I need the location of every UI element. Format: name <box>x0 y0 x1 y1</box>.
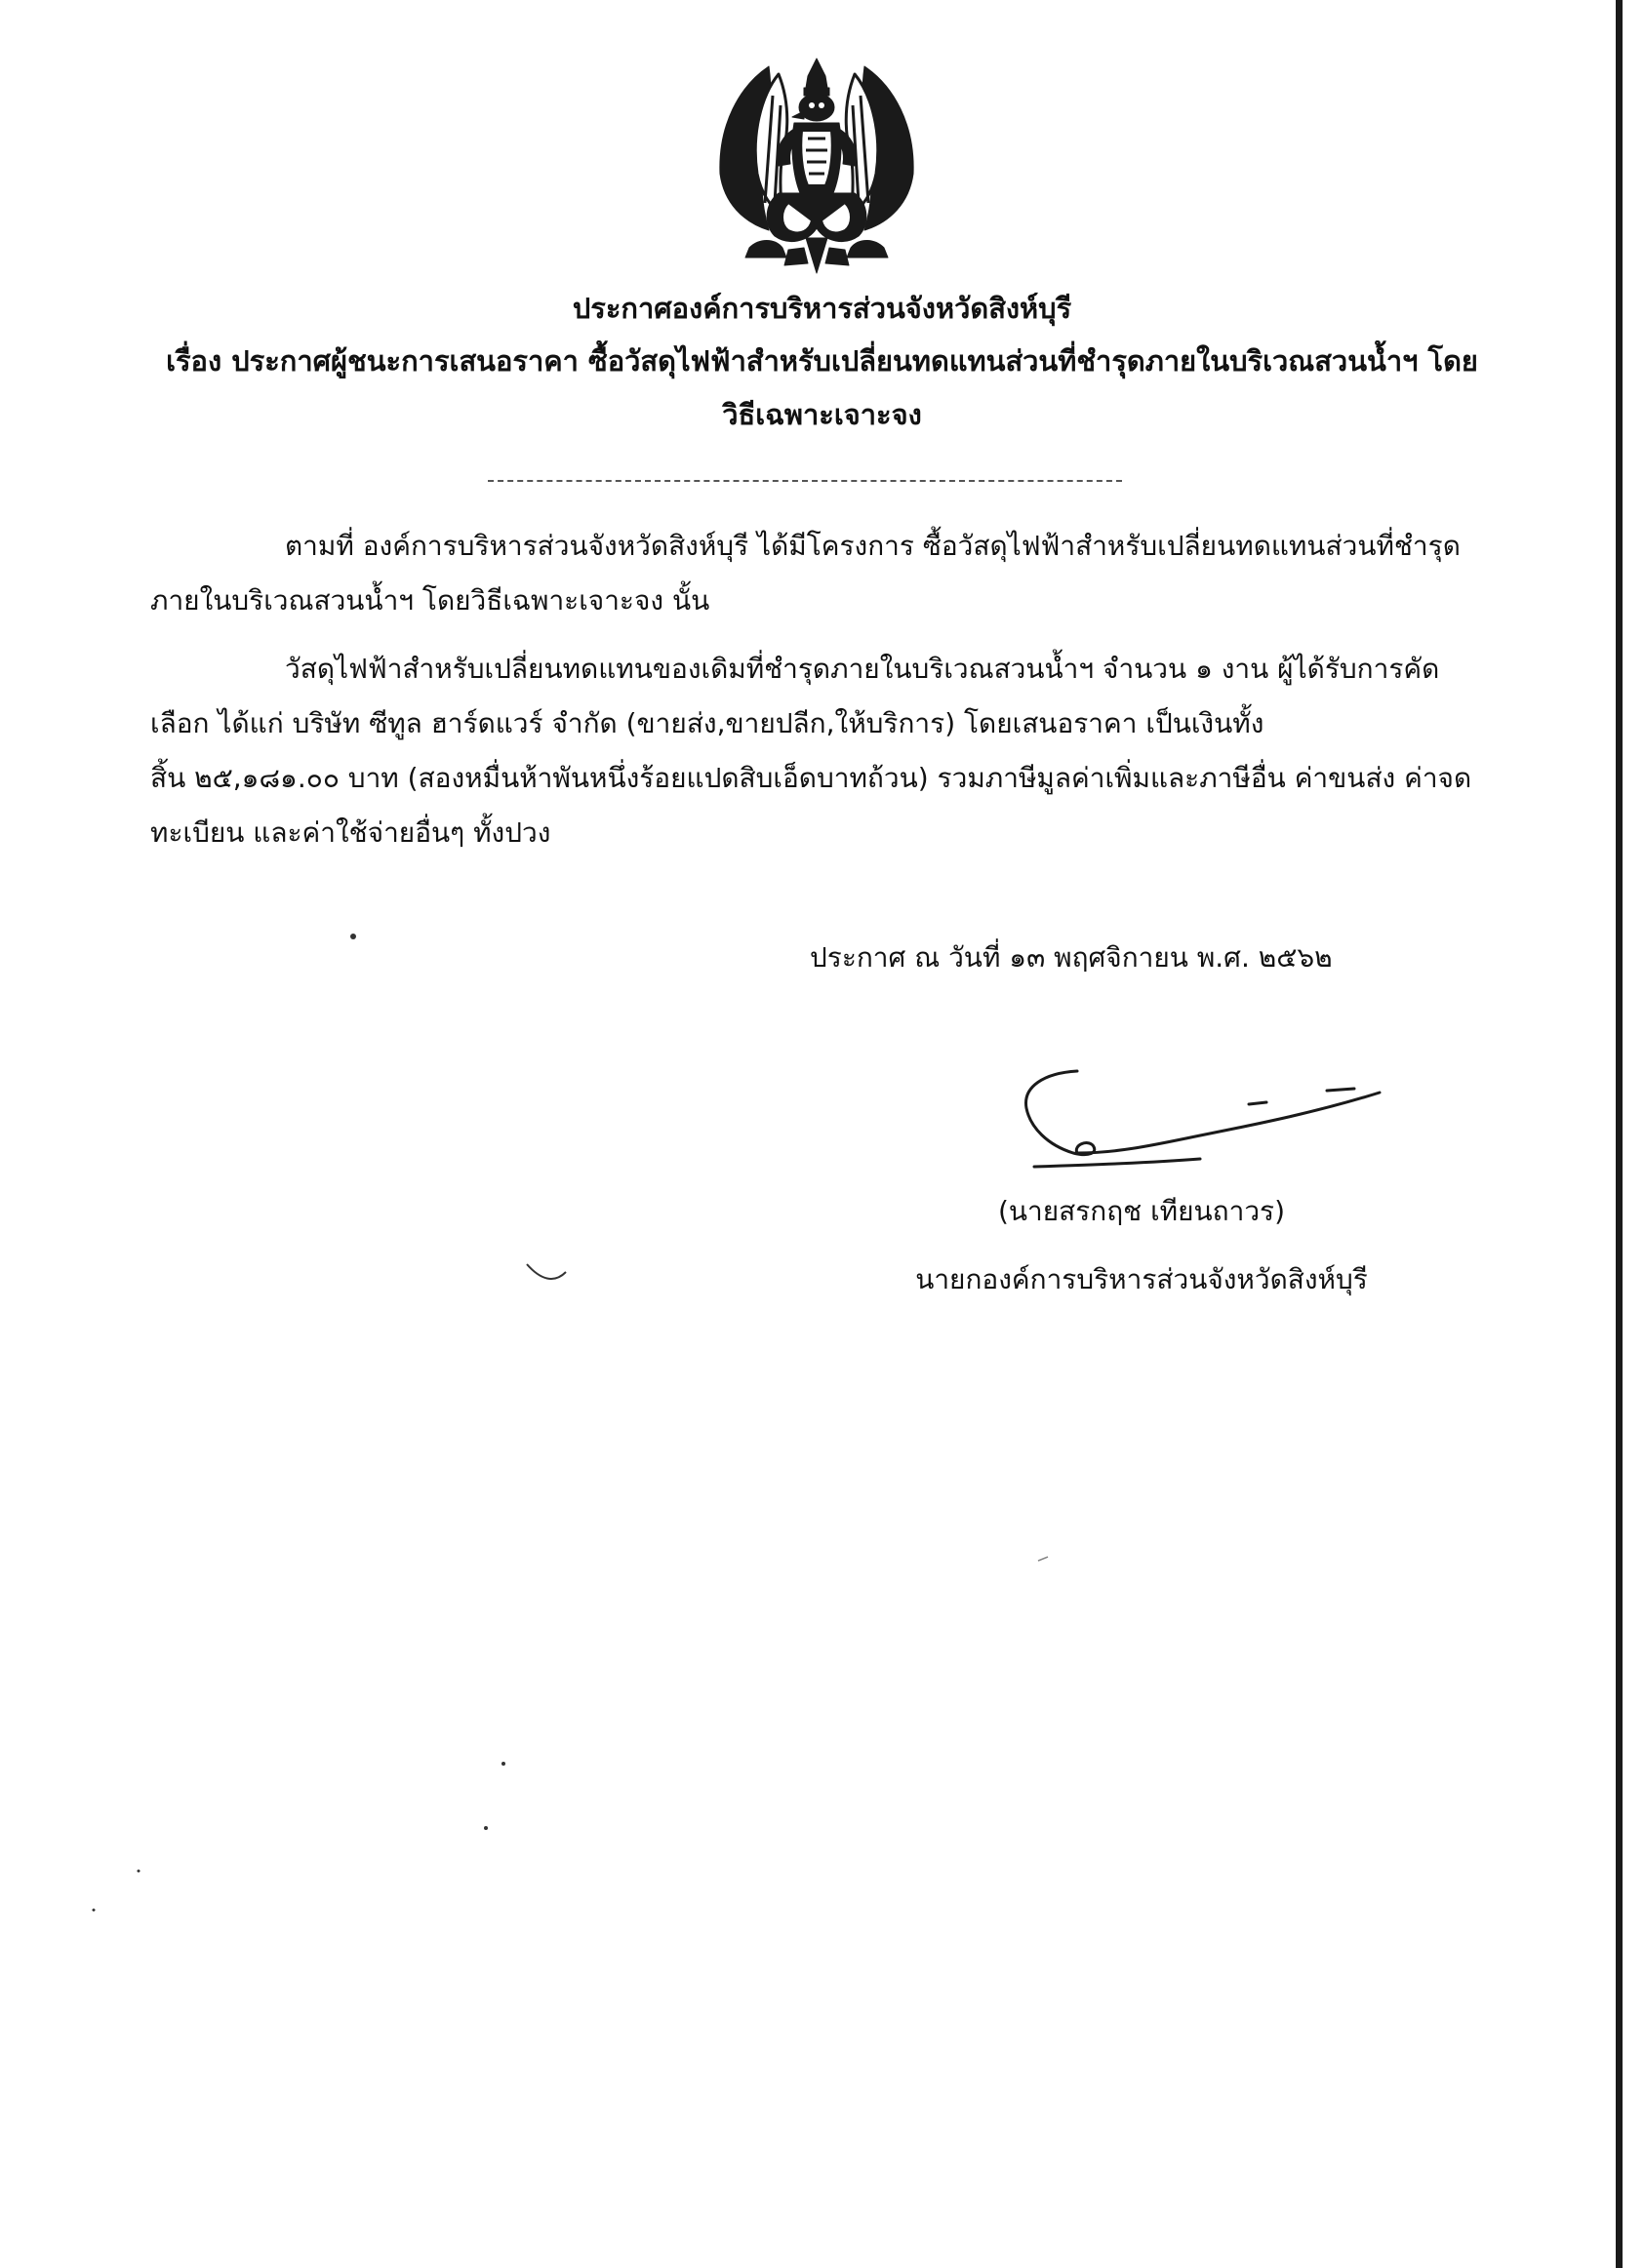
paragraph-1-line-2: ภายในบริเวณสวนน้ำฯ โดยวิธีเฉพาะเจาะจง นั้น <box>150 584 710 617</box>
paragraph-2-line-1: วัสดุไฟฟ้าสำหรับเปลี่ยนทดแทนของเดิมที่ชำรุดภายในบริเวณสวนน้ำฯ จำนวน ๑ งาน ผู้ได้รับการคัด <box>285 653 1440 685</box>
paragraph-2-line-2: เลือก ได้แก่ บริษัท ซีทูล ฮาร์ดแวร์ จำกัด (ขายส่ง,ขายปลีก,ให้บริการ) โดยเสนอราคา เป็นเงินทั้ง <box>150 707 1264 739</box>
announcement-title: ประกาศองค์การบริหารส่วนจังหวัดสิงห์บุรี <box>572 292 1072 325</box>
announcement-date: ประกาศ ณ วันที่ ๑๓ พฤศจิกายน พ.ศ. ๒๕๖๒ <box>810 941 1333 974</box>
handwritten-signature <box>1005 1044 1395 1190</box>
announcement-subject-method: วิธีเฉพาะเจาะจง <box>722 398 922 431</box>
signatory-position: นายกองค์การบริหารส่วนจังหวัดสิงห์บุรี <box>915 1263 1368 1295</box>
paragraph-2-line-3: สิ้น ๒๕,๑๘๑.๐๐ บาท (สองหมื่นห้าพันหนึ่งร้อยแปดสิบเอ็ดบาทถ้วน) รวมภาษีมูลค่าเพิ่มและภาษีอื่น ค่าขนส่ง ค่าจด <box>150 762 1472 794</box>
announcement-subject: เรื่อง ประกาศผู้ชนะการเสนอราคา ซื้อวัสดุไฟฟ้าสำหรับเปลี่ยนทดแทนส่วนที่ชำรุดภายในบริเวณสวนน้ำฯ โดย <box>166 344 1478 378</box>
garuda-emblem-icon <box>710 57 923 279</box>
paragraph-2-line-4: ทะเบียน และค่าใช้จ่ายอื่นๆ ทั้งปวง <box>150 816 551 849</box>
signatory-name: (นายสรกฤช เทียนถาวร) <box>997 1195 1286 1227</box>
title-separator <box>488 480 1122 482</box>
scan-edge-shadow <box>1616 0 1623 2268</box>
paragraph-1-line-1: ตามที่ องค์การบริหารส่วนจังหวัดสิงห์บุรี ได้มีโครงการ ซื้อวัสดุไฟฟ้าสำหรับเปลี่ยนทดแทนส่วนที่ชำรุด <box>285 530 1461 562</box>
